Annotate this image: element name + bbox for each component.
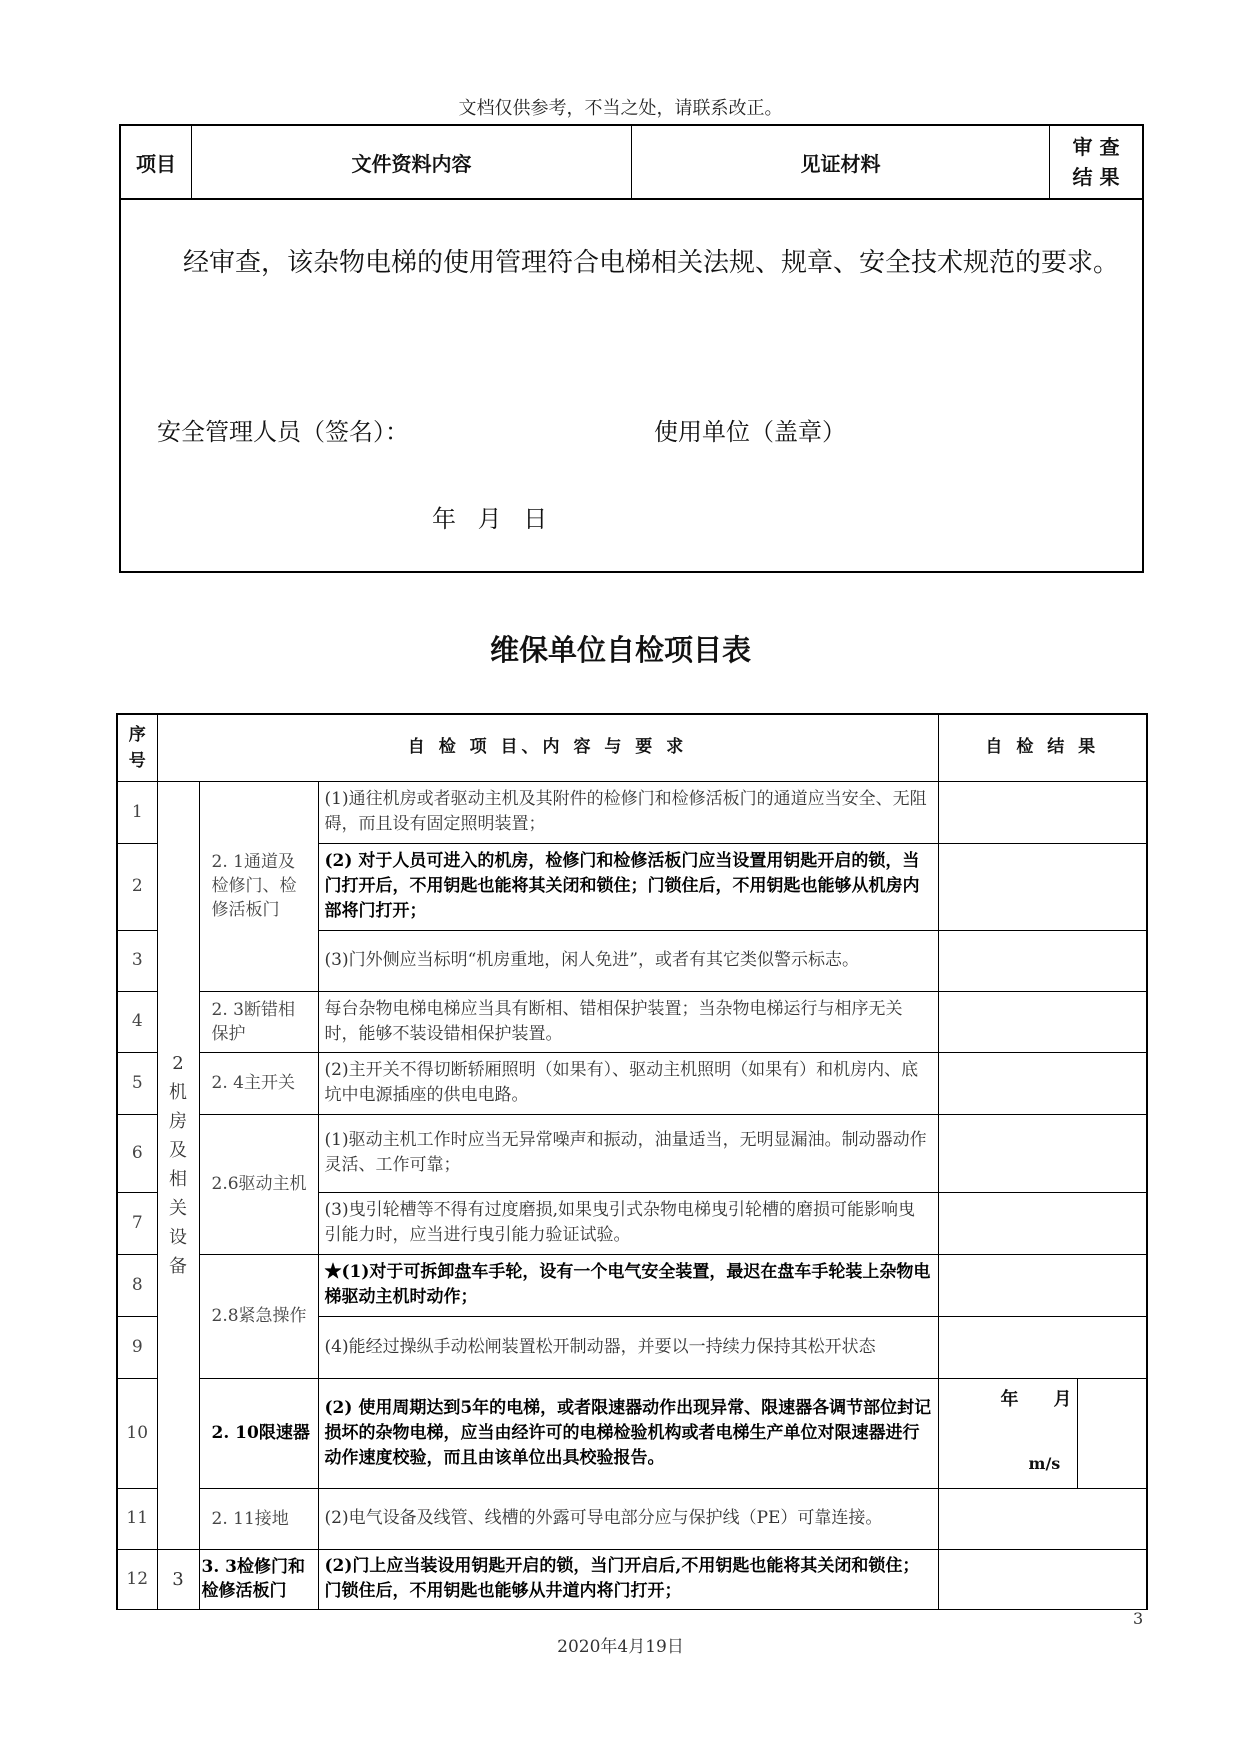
row-content: (2)主开关不得切断轿厢照明（如果有）、驱动主机照明（如果有）和机房内、底坑中电源插座的供电电路。 [318, 1052, 938, 1114]
result-cell[interactable] [938, 930, 1147, 991]
row-content: 每台杂物电梯电梯应当具有断相、错相保护装置；当杂物电梯运行与相序无关时，能够不装设错相保护装置。 [318, 991, 938, 1052]
col-content: 文件资料内容 [192, 126, 632, 198]
row-number: 1 [117, 781, 157, 843]
sub-item-label: 3. 3检修门和检修活板门 [199, 1549, 318, 1609]
sub-item-label: 2. 11接地 [199, 1488, 318, 1549]
result-year: 年 [1000, 1388, 1019, 1410]
row-number: 10 [117, 1378, 157, 1488]
self-check-table [116, 713, 1148, 1610]
result-speed-unit: m/s [1028, 1453, 1061, 1473]
section-title: 维保单位自检项目表 [489, 633, 751, 667]
row-content: ★(1)对于可拆卸盘车手轮，设有一个电气安全装置，最迟在盘车手轮装上杂物电梯驱动主机时动作； [318, 1254, 938, 1316]
result-cell[interactable] [938, 1114, 1147, 1192]
row-content: (3)门外侧应当标明“机房重地，闲人免进”，或者有其它类似警示标志。 [318, 930, 938, 991]
result-cell[interactable] [938, 1316, 1147, 1378]
result-cell[interactable] [938, 1254, 1147, 1316]
result-cell[interactable] [938, 1052, 1147, 1114]
header-seq: 序号 [117, 714, 157, 781]
review-statement: 经审查，该杂物电梯的使用管理符合电梯相关法规、规章、安全技术规范的要求。 [183, 248, 1120, 278]
col-result-line2: 结 果 [1072, 165, 1120, 189]
col-evidence: 见证材料 [632, 126, 1050, 198]
category-label: 2机房及相关设备 [169, 1053, 187, 1277]
result-cell[interactable] [938, 843, 1147, 930]
category-machine-room [157, 781, 199, 1549]
row-number: 5 [117, 1052, 157, 1114]
row-number: 6 [117, 1114, 157, 1192]
sub-item-label: 2. 10限速器 [199, 1378, 318, 1488]
row-content: (1)驱动主机工作时应当无异常噪声和振动，油量适当，无明显漏油。制动器动作灵活、工作可靠； [318, 1114, 938, 1192]
page-number: 3 [1133, 1609, 1144, 1628]
header-note: 文档仅供参考，不当之处，请联系改正。 [458, 98, 783, 119]
row-content: (4)能经过操纵手动松闸装置松开制动器，并要以一持续力保持其松开状态 [318, 1316, 938, 1378]
row-number: 2 [117, 843, 157, 930]
row-number: 3 [117, 930, 157, 991]
row-number: 12 [117, 1549, 157, 1609]
row-number: 9 [117, 1316, 157, 1378]
result-date-cell[interactable] [938, 1378, 1077, 1488]
result-cell[interactable] [938, 1488, 1147, 1549]
row-content: (2)电气设备及线管、线槽的外露可导电部分应与保护线（PE）可靠连接。 [318, 1488, 938, 1549]
row-number: 11 [117, 1488, 157, 1549]
category-shaft: 3 [157, 1549, 199, 1609]
sub-item-label: 2. 4主开关 [199, 1052, 318, 1114]
row-number: 7 [117, 1192, 157, 1254]
header-items: 自 检 项 目、内 容 与 要 求 [157, 714, 938, 781]
row-number: 8 [117, 1254, 157, 1316]
col-item: 项目 [121, 126, 192, 198]
row-content: (2) 对于人员可进入的机房，检修门和检修活板门应当设置用钥匙开启的锁，当门打开后，不用钥匙也能将其关闭和锁住；门锁住后，不用钥匙也能够从机房内部将门打开； [318, 843, 938, 930]
sub-item-label: 2.6驱动主机 [199, 1114, 318, 1254]
col-result-line1: 审 查 [1072, 135, 1120, 159]
header-result: 自 检 结 果 [938, 714, 1147, 781]
footer-date: 2020年4月19日 [557, 1637, 684, 1657]
user-unit-stamp: 使用单位（盖章） [654, 418, 846, 446]
row-content: (2) 使用周期达到5年的电梯，或者限速器动作出现异常、限速器各调节部位封记损坏的杂物电梯，应当由经许可的电梯检验机构或者电梯生产单位对限速器进行动作速度校验，而且由该单位出具校验报告。 [318, 1378, 938, 1488]
result-cell[interactable] [1077, 1378, 1147, 1488]
row-content: (2)门上应当装设用钥匙开启的锁，当门开启后,不用钥匙也能将其关闭和锁住；门锁住后，不用钥匙也能够从井道内将门打开； [318, 1549, 938, 1609]
sub-item-label: 2.8紧急操作 [199, 1254, 318, 1378]
review-table [119, 124, 1144, 573]
row-number: 4 [117, 991, 157, 1052]
review-date: 年 月 日 [432, 505, 548, 533]
result-cell[interactable] [938, 1549, 1147, 1609]
row-content: (1)通往机房或者驱动主机及其附件的检修门和检修活板门的通道应当安全、无阻碍，而且设有固定照明装置； [318, 781, 938, 843]
result-cell[interactable] [938, 1192, 1147, 1254]
safety-manager-signature: 安全管理人员（签名）： [157, 418, 409, 446]
review-table-header [121, 126, 1142, 200]
sub-item-label: 2. 1通道及检修门、检修活板门 [199, 781, 318, 991]
result-cell[interactable] [938, 991, 1147, 1052]
row-content: (3)曳引轮槽等不得有过度磨损,如果曳引式杂物电梯曳引轮槽的磨损可能影响曳引能力时，应当进行曳引能力验证试验。 [318, 1192, 938, 1254]
sub-item-label: 2. 3断错相保护 [199, 991, 318, 1052]
result-cell[interactable] [938, 781, 1147, 843]
col-result [1050, 126, 1142, 198]
result-month: 月 [1053, 1388, 1072, 1410]
